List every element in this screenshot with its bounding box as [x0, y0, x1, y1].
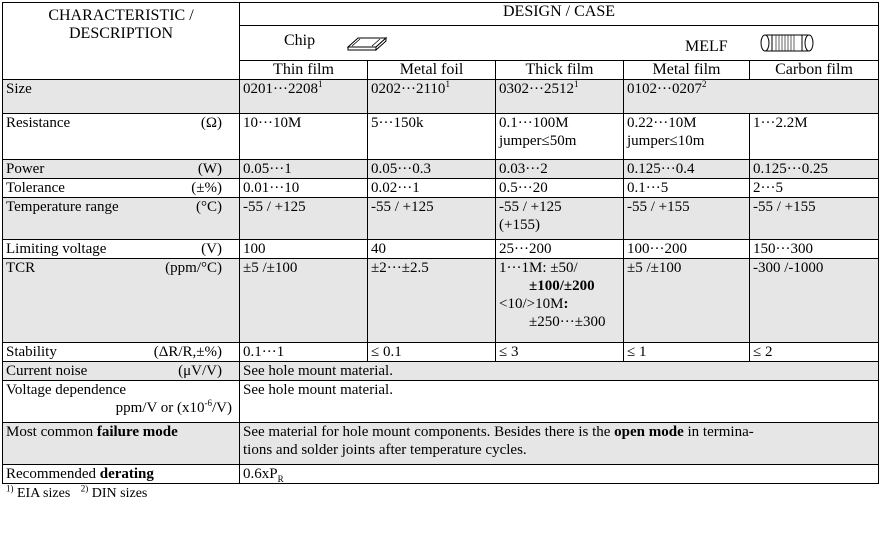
table-cell: ≤ 1 [624, 343, 750, 362]
table-cell: See hole mount material. [240, 362, 879, 381]
melf-resistor-icon [758, 32, 816, 59]
table-cell: 0.5···20 [496, 179, 624, 198]
table-cell: 0.125···0.4 [624, 160, 750, 179]
table-cell: 0.05···0.3 [368, 160, 496, 179]
col-metal-film: Metal film [624, 61, 750, 80]
table-cell: -55 / +125 [368, 198, 496, 240]
table-row-size [3, 80, 879, 114]
table-row-limiting-voltage [3, 240, 879, 259]
row-label: Stability (ΔR/R,±%) [3, 343, 240, 362]
table-cell: $0202\cdot\cdot\cdot 2110^1$ [368, 80, 496, 114]
characteristic-title: CHARACTERISTIC / [48, 7, 194, 24]
col-thick-film: Thick film [496, 61, 624, 80]
table-cell: 0.1···1 [240, 343, 368, 362]
table-cell: 1···1M: ±50/ ±100/±200 <10/>10M: ±250···±300 [496, 259, 624, 343]
row-label: Recommended derating [3, 465, 240, 484]
col-thin-film: Thin film [240, 61, 368, 80]
table-cell: -55 / +155 [750, 198, 879, 240]
row-label: Voltage dependence ppm/V or $(x10^{-6}/V)$ [3, 381, 240, 423]
table-row-voltage-dependence [3, 381, 879, 423]
spec-table-wrapper [2, 2, 878, 502]
table-cell: 10···10M [240, 114, 368, 160]
col-metal-foil: Metal foil [368, 61, 496, 80]
table-cell: $0102\cdot\cdot\cdot 0207^2$ [624, 80, 879, 114]
row-label: Size [3, 80, 240, 114]
table-cell: 5···150k [368, 114, 496, 160]
col-carbon-film: Carbon film [750, 61, 879, 80]
chip-label: Chip [284, 32, 316, 49]
table-row-resistance [3, 114, 879, 160]
table-cell: 150···300 [750, 240, 879, 259]
table-cell: ±5 /±100 [240, 259, 368, 343]
row-label: Current noise (μV/V) [3, 362, 240, 381]
table-row-power [3, 160, 879, 179]
footnote-text: EIA sizes [13, 486, 71, 501]
table-cell: 0.05···1 [240, 160, 368, 179]
characteristic-header [3, 3, 240, 80]
row-label: Limiting voltage (V) [3, 240, 240, 259]
table-row-tcr [3, 259, 879, 343]
table-cell: 100 [240, 240, 368, 259]
table-cell: 2···5 [750, 179, 879, 198]
table-cell: ±5 /±100 [624, 259, 750, 343]
table-cell: 40 [368, 240, 496, 259]
row-label: Temperature range (°C) [3, 198, 240, 240]
table-cell: 25···200 [496, 240, 624, 259]
table-row-current-noise [3, 362, 879, 381]
table-cell: ≤ 0.1 [368, 343, 496, 362]
table-cell: See material for hole mount components. Besides there is the open mode in termina- tions and solder joints after temperature cycles. [240, 423, 879, 465]
table-cell: 0.125···0.25 [750, 160, 879, 179]
footnotes [2, 483, 878, 502]
table-cell: 0.01···10 [240, 179, 368, 198]
table-cell: 0.1···100M jumper≤50m [496, 114, 624, 160]
table-cell: $0201\cdot\cdot\cdot 2208^1$ [240, 80, 368, 114]
table-cell: 100···200 [624, 240, 750, 259]
table-cell: See hole mount material. [240, 381, 879, 423]
table-cell: -55 / +155 [624, 198, 750, 240]
table-row-failure-mode [3, 423, 879, 465]
row-label: Power (W) [3, 160, 240, 179]
row-label: Tolerance (±%) [3, 179, 240, 198]
melf-label: MELF [685, 38, 728, 55]
footnote-marker: 2) [80, 483, 89, 494]
table-cell: -300 /-1000 [750, 259, 879, 343]
table-cell: 0.1···5 [624, 179, 750, 198]
table-row-temperature [3, 198, 879, 240]
footnote-marker: 1) [6, 483, 14, 494]
row-label: Resistance (Ω) [3, 114, 240, 160]
table-cell: -55 / +125 [240, 198, 368, 240]
table-cell: ±2···±2.5 [368, 259, 496, 343]
resistor-comparison-table [2, 2, 879, 484]
chip-resistor-icon [346, 34, 388, 57]
table-cell: $0302\cdot\cdot\cdot 2512^1$ [496, 80, 624, 114]
description-title: DESCRIPTION [68, 25, 173, 42]
table-row-stability [3, 343, 879, 362]
table-row-tolerance [3, 179, 879, 198]
table-cell: ≤ 2 [750, 343, 879, 362]
table-cell: 0.22···10M jumper≤10m [624, 114, 750, 160]
table-cell: $0.6xP_R$ [240, 465, 879, 484]
table-cell: 0.03···2 [496, 160, 624, 179]
footnote-text: DIN sizes [88, 486, 148, 501]
table-cell: -55 / +125 (+155) [496, 198, 624, 240]
table-cell: ≤ 3 [496, 343, 624, 362]
row-label: Most common failure mode [3, 423, 240, 465]
design-case-header: DESIGN / CASE [240, 3, 879, 26]
row-label: TCR (ppm/°C) [3, 259, 240, 343]
table-cell: 0.02···1 [368, 179, 496, 198]
case-type-row [240, 26, 879, 61]
table-cell: 1···2.2M [750, 114, 879, 160]
table-row-derating [3, 465, 879, 484]
